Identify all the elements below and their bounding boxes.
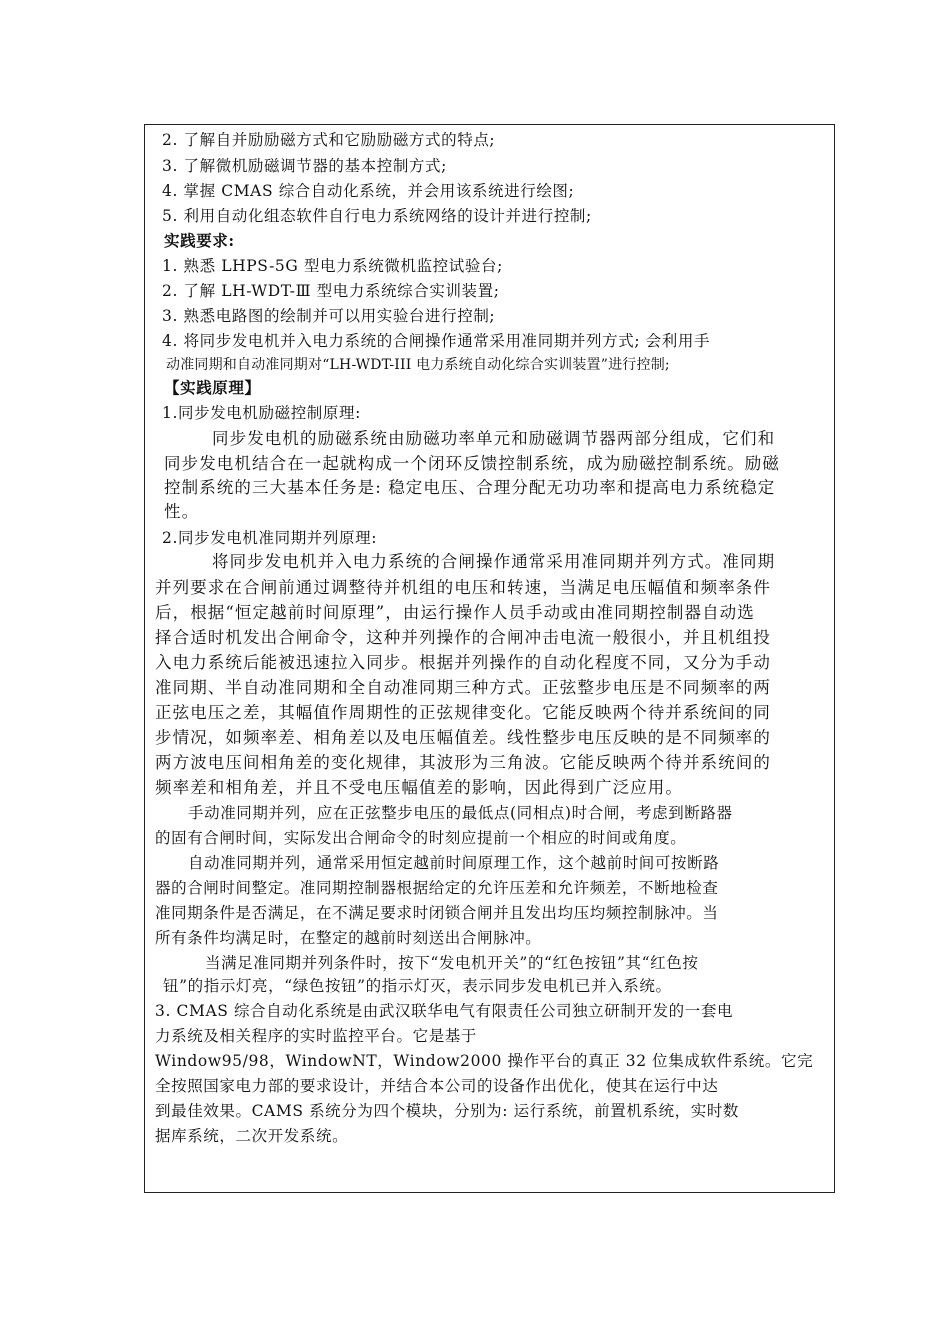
objective-line: 3. 了解微机励磁调节器的基本控制方式;: [162, 157, 447, 175]
requirement-line: 1. 熟悉 LHPS-5G 型电力系统微机监控试验台;: [162, 257, 503, 275]
section-2-auto-line: 器的合闸时间整定。准同期控制器根据给定的允许压差和允许频差，不断地检查: [155, 879, 719, 897]
section-2-auto-line: 准同期条件是否满足，在不满足要求时闭锁合闸并且发出均压均频控制脉冲。当: [155, 904, 719, 922]
section-2-auto-line: 自动准同期并列，通常采用恒定越前时间原理工作，这个越前时间可按断路: [188, 854, 720, 872]
section-2-button-line: 当满足准同期并列条件时，按下“发电机开关”的“红色按钮”其“红色按: [205, 954, 699, 972]
section-2-line: 将同步发电机并入电力系统的合闸操作通常采用准同期并列方式。准同期: [212, 552, 776, 571]
requirement-line: 2. 了解 LH-WDT-Ⅲ 型电力系统综合实训装置;: [162, 282, 500, 300]
section-2-heading: 2.同步发电机准同期并列原理:: [162, 529, 378, 547]
objective-line: 2. 了解自并励励磁方式和它励励磁方式的特点;: [162, 131, 496, 149]
section-2-line: 并列要求在合闸前通过调整待并机组的电压和转速，当满足电压幅值和频率条件: [155, 578, 771, 597]
requirement-line: 3. 熟悉电路图的绘制并可以用实验台进行控制;: [162, 307, 496, 325]
requirements-heading: 实践要求:: [164, 231, 235, 250]
section-3-line: 力系统及相关程序的实时监控平台。它是基于: [155, 1027, 478, 1045]
section-2-line: 入电力系统后能被迅速拉入同步。根据并列操作的自动化程度不同，又分为手动: [155, 653, 771, 672]
section-2-line: 择合适时机发出合闸命令，这种并列操作的合闸冲击电流一般很小，并且机组投: [155, 628, 771, 647]
objective-line: 5. 利用自动化组态软件自行电力系统网络的设计并进行控制;: [162, 207, 592, 225]
section-3-line: 全按照国家电力部的要求设计，并结合本公司的设备作出优化，使其在运行中达: [155, 1077, 719, 1095]
section-1-line: 性。: [164, 502, 200, 521]
section-1-line: 同步发电机的励磁系统由励磁功率单元和励磁调节器两部分组成，它们和: [212, 429, 776, 448]
section-1-line: 同步发电机结合在一起就构成一个闭环反馈控制系统，成为励磁控制系统。励磁: [164, 454, 780, 473]
principle-heading: 【实践原理】: [164, 378, 261, 397]
section-2-manual-line: 手动准同期并列，应在正弦整步电压的最低点(同相点)时合闸，考虑到断路器: [188, 804, 733, 822]
section-2-line: 准同期、半自动准同期和全自动准同期三种方式。正弦整步电压是不同频率的两: [155, 678, 771, 697]
section-3-line: 到最佳效果。CAMS 系统分为四个模块，分别为: 运行系统，前置机系统，实时数: [155, 1102, 740, 1120]
section-2-line: 正弦电压之差，其幅值作周期性的正弦规律变化。它能反映两个待并系统间的同: [155, 703, 771, 722]
section-3-line: 据库系统，二次开发系统。: [155, 1127, 349, 1145]
section-2-line: 后，根据“恒定越前时间原理”，由运行操作人员手动或由准同期控制器自动选: [155, 603, 755, 622]
section-2-line: 频率差和相角差，并且不受电压幅值差的影响，因此得到广泛应用。: [155, 778, 683, 797]
section-2-button-line: 钮”的指示灯亮，“绿色按钮”的指示灯灭，表示同步发电机已并入系统。: [163, 977, 672, 995]
section-1-heading: 1.同步发电机励磁控制原理:: [162, 404, 361, 422]
section-2-line: 步情况，如频率差、相角差以及电压幅值差。线性整步电压反映的是不同频率的: [155, 728, 771, 747]
section-2-manual-line: 的固有合闸时间，实际发出合闸命令的时刻应提前一个相应的时间或角度。: [155, 829, 687, 847]
section-2-line: 两方波电压间相角差的变化规律，其波形为三角波。它能反映两个待并系统间的: [155, 753, 771, 772]
requirement-line: 动准同期和自动准同期对“LH-WDT-III 电力系统自动化综合实训装置”进行控制;: [166, 357, 670, 373]
section-1-line: 控制系统的三大基本任务是: 稳定电压、合理分配无功功率和提高电力系统稳定: [164, 478, 776, 497]
section-3-line: 3. CMAS 综合自动化系统是由武汉联华电气有限责任公司独立研制开发的一套电: [155, 1002, 734, 1020]
section-3-line: Window95/98，WindowNT，Window2000 操作平台的真正 32 位集成软件系统。它完: [155, 1052, 814, 1070]
requirement-line: 4. 将同步发电机并入电力系统的合闸操作通常采用准同期并列方式; 会利用手: [162, 332, 711, 350]
section-2-auto-line: 所有条件均满足时，在整定的越前时刻送出合闸脉冲。: [155, 929, 542, 947]
objective-line: 4. 掌握 CMAS 综合自动化系统，并会用该系统进行绘图;: [162, 182, 575, 200]
